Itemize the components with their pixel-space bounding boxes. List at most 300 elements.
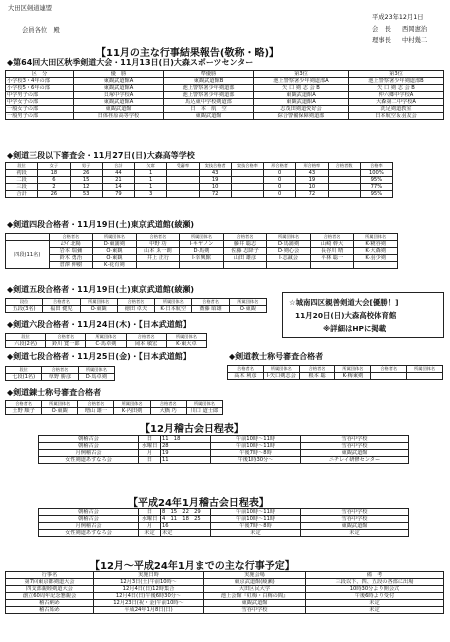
header-row bbox=[6, 572, 444, 579]
header-row bbox=[6, 299, 267, 306]
column-header: 実技合格率 bbox=[231, 163, 263, 170]
table-cell: 平林 聡一 bbox=[310, 255, 354, 262]
column-header: 所属団体名 bbox=[80, 299, 117, 306]
table-cell: 東観武道館 bbox=[301, 523, 409, 530]
autumn-tournament-table bbox=[5, 70, 444, 120]
table-cell: 雪谷中学校 bbox=[301, 436, 409, 443]
grade-label: 四段(11名) bbox=[6, 241, 50, 269]
table-cell: 11 18 bbox=[161, 436, 211, 443]
section-6dan-title: ◆剣道六段合格者・11月24日(木)・【日本武道館】 bbox=[7, 320, 191, 329]
table-cell: O·東観 bbox=[42, 408, 78, 415]
table-cell bbox=[167, 177, 199, 184]
table-cell: 朝稽古会 bbox=[39, 436, 139, 443]
table-cell: 小学校5・6年の部 bbox=[6, 85, 74, 92]
table-row bbox=[6, 99, 444, 106]
table-cell: 合計 bbox=[6, 191, 38, 198]
column-header: 形合格率 bbox=[296, 163, 328, 170]
addressee: 会員各位 殿 bbox=[22, 27, 60, 34]
table-cell: 19 bbox=[161, 450, 211, 457]
column-header: 所属団体名 bbox=[93, 234, 137, 241]
events-schedule-title: 【12月～平成24年1月までの主な行事予定】 bbox=[90, 561, 295, 572]
table-cell: 水曜日 bbox=[139, 516, 161, 523]
table-cell: ニチレイ研修センター bbox=[301, 457, 409, 464]
table-row bbox=[39, 443, 409, 450]
table-cell: 三段 bbox=[6, 184, 38, 191]
column-header: 所属団体名 bbox=[263, 366, 299, 373]
column-header: 合格者名 bbox=[43, 299, 80, 306]
table-cell bbox=[328, 191, 360, 198]
column-header: 実施会場 bbox=[204, 572, 306, 579]
table-cell: 14 bbox=[102, 184, 134, 191]
column-header: 受審率 bbox=[167, 163, 199, 170]
table-row bbox=[6, 586, 444, 593]
column-header: 合格者名 bbox=[299, 366, 335, 373]
table-cell: 26 bbox=[38, 191, 70, 198]
table-cell: 大森第二中学校A bbox=[349, 99, 444, 106]
table-cell: 79 bbox=[102, 191, 134, 198]
table-row bbox=[6, 78, 444, 85]
table-cell: 仲六郷中学校A bbox=[349, 92, 444, 99]
table-cell: C·馬卓剣 bbox=[86, 341, 126, 348]
table-cell: 池上会館『紅梅・白梅の間』 bbox=[204, 593, 306, 600]
table-row bbox=[39, 457, 409, 464]
table-cell: 100% bbox=[360, 170, 392, 177]
table-cell bbox=[180, 262, 224, 269]
signer-director-name: 中村幾二 bbox=[402, 37, 428, 44]
table-row bbox=[6, 341, 207, 348]
table-cell: 創立60周年記念懇親会 bbox=[6, 593, 94, 600]
column-header: 合計 bbox=[102, 163, 134, 170]
table-cell: 大田区民大学 bbox=[204, 586, 306, 593]
table-cell: 8 15 22 29 bbox=[161, 509, 211, 516]
table-cell: 28 bbox=[161, 443, 211, 450]
header-row bbox=[228, 366, 443, 373]
table-cell: 95% bbox=[360, 191, 392, 198]
table-cell bbox=[310, 262, 354, 269]
table-cell: 午後7時～8時 bbox=[211, 523, 301, 530]
table-cell: O·東観 bbox=[80, 306, 117, 313]
table-cell: 日 本 航 空 bbox=[164, 106, 254, 113]
table-cell: 一般女子の部 bbox=[6, 106, 74, 113]
table-cell: 朝稽古会 bbox=[39, 509, 139, 516]
table-row bbox=[39, 436, 409, 443]
table-cell: 雪谷中学校 bbox=[301, 443, 409, 450]
december-schedule-title: 【12月稽古会日程表】 bbox=[140, 424, 244, 435]
grade3-exam-table bbox=[5, 162, 393, 198]
org-name: 大田区剣道連盟 bbox=[8, 5, 53, 12]
column-header: 合格者名 bbox=[78, 401, 114, 408]
table-cell: 岩本 瑞彌 bbox=[49, 248, 93, 255]
table-row bbox=[6, 106, 444, 113]
table-cell: 東観武道館A bbox=[74, 99, 164, 106]
table-cell: 福田 健児 bbox=[43, 306, 80, 313]
table-cell: K·花有剣 bbox=[93, 262, 137, 269]
table-cell: 月 bbox=[139, 523, 161, 530]
table-row bbox=[6, 241, 398, 248]
table-cell bbox=[231, 177, 263, 184]
column-header: 所属団体名 bbox=[186, 401, 222, 408]
column-header: 所属団体名 bbox=[229, 299, 266, 306]
table-cell: 日本航空＆羽友会 bbox=[349, 113, 444, 120]
table-cell: 午前10時～11時 bbox=[211, 436, 301, 443]
table-cell: 一般男子の部 bbox=[6, 113, 74, 120]
table-cell: 草野 勝彦 bbox=[42, 374, 78, 381]
table-cell: 2 bbox=[38, 184, 70, 191]
table-row bbox=[6, 408, 223, 415]
table-cell: 43 bbox=[296, 170, 328, 177]
table-cell: 朝稽古会 bbox=[39, 516, 139, 523]
table-cell: 四支部親睦剣道大会 bbox=[6, 586, 94, 593]
table-cell: 0 bbox=[264, 170, 296, 177]
table-cell: 日 bbox=[139, 509, 161, 516]
column-header: 合格者名 bbox=[310, 234, 354, 241]
table-cell: 女性剣道あすなろ会 bbox=[39, 457, 139, 464]
table-cell bbox=[231, 184, 263, 191]
column-header: 男子 bbox=[70, 163, 102, 170]
table-cell: 鈴川 寛一郎 bbox=[46, 341, 86, 348]
table-cell: 未定 bbox=[301, 530, 409, 537]
kyoshi-table bbox=[227, 365, 443, 380]
table-cell: 小学校3・4年の部 bbox=[6, 78, 74, 85]
table-cell: 月例稽古会 bbox=[39, 450, 139, 457]
table-cell: 池上警察署少年剣道部 bbox=[164, 85, 254, 92]
table-row bbox=[39, 523, 409, 530]
joint-tournament-notice bbox=[282, 292, 444, 338]
table-row bbox=[6, 262, 398, 269]
6dan-table bbox=[5, 333, 207, 348]
table-cell: K·羽少剣 bbox=[354, 255, 398, 262]
table-cell: 東観武道館A bbox=[74, 85, 164, 92]
table-cell: 山本 ゑ一朗 bbox=[136, 248, 180, 255]
table-cell: 綜合警備保障剣道部 bbox=[254, 113, 349, 120]
table-cell: K·糀谷剣 bbox=[354, 241, 398, 248]
table-cell: 稽古納め bbox=[6, 600, 94, 607]
header-row bbox=[6, 334, 207, 341]
column-header: 女子 bbox=[38, 163, 70, 170]
table-cell: 未定 bbox=[306, 600, 444, 607]
table-cell bbox=[371, 373, 407, 380]
table-cell: 土野 順子 bbox=[6, 408, 42, 415]
column-header: 合格者名 bbox=[42, 367, 78, 374]
table-cell: 東観武道館A bbox=[74, 78, 164, 85]
section-autumn-tournament-title: ◆第64回大田区秋季剣道大会・11月13日(日)大森スポーツセンター bbox=[7, 58, 254, 67]
table-cell: 53 bbox=[70, 191, 102, 198]
table-cell: 井上 正行 bbox=[136, 255, 180, 262]
table-cell: 東観武道館A bbox=[254, 99, 349, 106]
column-header: 合格者名 bbox=[223, 234, 267, 241]
column-header: 所属団体名 bbox=[407, 366, 443, 373]
header-row bbox=[6, 401, 223, 408]
table-row bbox=[6, 306, 267, 313]
table-cell: 10 bbox=[296, 184, 328, 191]
table-cell: 雪谷中学校 bbox=[301, 516, 409, 523]
table-cell: 午前10時～11時 bbox=[211, 443, 301, 450]
column-header: 合格率 bbox=[360, 163, 392, 170]
table-cell: 月 bbox=[139, 450, 161, 457]
5dan-table bbox=[5, 298, 267, 313]
table-row bbox=[228, 373, 443, 380]
table-cell: 矢 口 剣 志 会 B bbox=[349, 85, 444, 92]
table-cell: D·東蒲剣 bbox=[93, 241, 137, 248]
table-cell: 11 bbox=[161, 457, 211, 464]
7dan-table bbox=[5, 366, 115, 381]
table-cell: 18 bbox=[38, 170, 70, 177]
section-5dan-title: ◆剣道五段合格者・11月19日(土)東京武道館(綾瀬) bbox=[7, 285, 195, 294]
table-cell: 東観武道館 bbox=[164, 113, 254, 120]
table-row bbox=[39, 516, 409, 523]
column-header: 所属団体名 bbox=[267, 234, 311, 241]
table-cell: 72 bbox=[199, 191, 231, 198]
table-cell: 五段(3名) bbox=[6, 306, 43, 313]
column-header: 準優勝 bbox=[164, 71, 254, 78]
table-cell: 志茂田剣道愛好会 bbox=[254, 106, 349, 113]
4dan-table bbox=[5, 233, 398, 269]
column-header: 実施日時 bbox=[94, 572, 204, 579]
section-renshi-title: ◆剣道錬士称号審査合格者 bbox=[7, 388, 102, 397]
table-cell: 川口 道士郎 bbox=[186, 408, 222, 415]
table-cell: D·馬蒲剣 bbox=[267, 241, 311, 248]
table-cell: 水曜日 bbox=[139, 443, 161, 450]
column-header: 形合格者 bbox=[264, 163, 296, 170]
table-cell: 高木 利彦 bbox=[228, 373, 264, 380]
table-cell: O·東観 bbox=[93, 255, 137, 262]
table-cell: 0 bbox=[264, 191, 296, 198]
table-row bbox=[6, 170, 393, 177]
table-cell bbox=[328, 170, 360, 177]
column-header: 合格者名 bbox=[192, 299, 229, 306]
table-cell: 馬込東中学校剣道部 bbox=[164, 99, 254, 106]
issue-date: 平成23年12月1日 bbox=[372, 14, 424, 21]
table-cell: 95% bbox=[360, 177, 392, 184]
table-row bbox=[6, 113, 444, 120]
table-row bbox=[6, 177, 393, 184]
header-row bbox=[6, 367, 115, 374]
table-cell bbox=[407, 373, 443, 380]
table-cell: 19 bbox=[296, 177, 328, 184]
table-cell: 日体荏原高等学校 bbox=[74, 113, 164, 120]
table-cell: 初段 bbox=[6, 170, 38, 177]
table-cell: K·日本航空 bbox=[155, 306, 192, 313]
table-cell: 6 bbox=[38, 177, 70, 184]
table-cell: 44 bbox=[102, 170, 134, 177]
section-7dan-title: ◆剣道七段合格者・11月25日(金)・【日本武道館】 bbox=[7, 352, 191, 361]
column-header: 所属団体名 bbox=[354, 234, 398, 241]
column-header: 合格者名 bbox=[6, 401, 42, 408]
table-cell: 洗足剣道教室 bbox=[349, 106, 444, 113]
column-header: 第3位 bbox=[349, 71, 444, 78]
section-grade3-exam-title: ◆剣道三段以下審査会・11月27日(日)大森高等学校 bbox=[7, 151, 195, 160]
table-cell: 長谷川 晴 bbox=[310, 248, 354, 255]
table-cell: 藤井 聡志 bbox=[223, 241, 267, 248]
column-header: 区 分 bbox=[6, 71, 74, 78]
table-cell: 東観武道館 bbox=[301, 450, 409, 457]
table-cell: 15 bbox=[70, 177, 102, 184]
table-cell: 山田 雄彦 bbox=[223, 255, 267, 262]
column-header: 所属団体名 bbox=[155, 299, 192, 306]
table-cell: 七段(1名) bbox=[6, 374, 42, 381]
january-schedule-table bbox=[38, 508, 409, 537]
table-row bbox=[6, 92, 444, 99]
table-cell: 午前10時～11時 bbox=[211, 509, 301, 516]
table-cell: 池上警察署少年剣道部 bbox=[164, 92, 254, 99]
column-header: 所属団体名 bbox=[42, 401, 78, 408]
notice-line-2: 11月20日(日)大森高校体育館 bbox=[295, 311, 397, 320]
table-cell: 中学女子の部 bbox=[6, 99, 74, 106]
table-cell: 大橋 巧 bbox=[150, 408, 186, 415]
table-cell: 雪谷中学校 bbox=[301, 509, 409, 516]
table-cell: 午後6時より受付 bbox=[306, 593, 444, 600]
table-cell: D·馬卓剣 bbox=[78, 374, 114, 381]
table-row bbox=[6, 579, 444, 586]
table-cell: 増山 雄一 bbox=[78, 408, 114, 415]
table-cell: 池上警察署少年剣道部B bbox=[349, 78, 444, 85]
table-cell: 鈴木 勇治 bbox=[49, 255, 93, 262]
table-cell: 未定 bbox=[306, 607, 444, 614]
table-cell: 12 bbox=[70, 184, 102, 191]
table-cell: 佐藤 志降子 bbox=[223, 248, 267, 255]
table-cell: 77% bbox=[360, 184, 392, 191]
table-cell bbox=[167, 191, 199, 198]
table-cell: 二段 bbox=[6, 177, 38, 184]
signer-director-title: 理事長 bbox=[372, 37, 391, 44]
blank-cell bbox=[6, 234, 50, 241]
table-cell: D·馬剣 bbox=[180, 248, 224, 255]
table-cell: 齋藤 昭雄 bbox=[192, 306, 229, 313]
column-header: 合格者名 bbox=[126, 334, 166, 341]
notice-line-3: ※詳細はHPに掲載 bbox=[323, 324, 387, 333]
column-header: 所属団体名 bbox=[180, 234, 224, 241]
table-row bbox=[6, 255, 398, 262]
table-cell: I·キヤノン bbox=[180, 241, 224, 248]
table-cell: ﾑﾗｲ 北陽 bbox=[49, 241, 93, 248]
table-row bbox=[6, 607, 444, 614]
table-cell: 72 bbox=[296, 191, 328, 198]
table-row bbox=[6, 600, 444, 607]
column-header: 段位 bbox=[6, 299, 43, 306]
table-cell: 午前10時～11時 bbox=[211, 516, 301, 523]
table-cell bbox=[136, 262, 180, 269]
table-cell: 43 bbox=[199, 170, 231, 177]
table-row bbox=[39, 530, 409, 537]
column-header: 段位 bbox=[6, 163, 38, 170]
table-cell: 日 bbox=[139, 457, 161, 464]
table-cell: 月例稽古会 bbox=[39, 523, 139, 530]
table-cell: 東観武道館A bbox=[254, 92, 349, 99]
table-cell: 稽古始め bbox=[6, 607, 94, 614]
table-cell bbox=[267, 262, 311, 269]
table-cell: O·東観 bbox=[229, 306, 266, 313]
table-cell: 三段以下、四、五段の各部に出場 bbox=[306, 579, 444, 586]
december-schedule-table bbox=[38, 435, 409, 464]
column-header: 段位 bbox=[6, 367, 42, 374]
column-header: 所属団体名 bbox=[166, 334, 206, 341]
table-cell: 根本 聡 bbox=[299, 373, 335, 380]
column-header: 合格者名 bbox=[49, 234, 93, 241]
table-cell: 12月3日(土)午前10時～ bbox=[94, 579, 204, 586]
table-cell bbox=[167, 170, 199, 177]
table-cell: 岡本 敏宏 bbox=[126, 341, 166, 348]
table-row bbox=[6, 248, 398, 255]
table-cell: 第7回東京都剣道大会 bbox=[6, 579, 94, 586]
column-header: 備 考 bbox=[306, 572, 444, 579]
signer-president-title: 会 長 bbox=[372, 26, 391, 33]
table-cell: 10時30分より開会式 bbox=[306, 586, 444, 593]
table-cell: 山崎 幹大 bbox=[310, 241, 354, 248]
table-cell: 1 bbox=[135, 177, 167, 184]
table-cell: 12月4日(日)12時集合 bbox=[94, 586, 204, 593]
table-cell: 雪谷中学校 bbox=[204, 607, 306, 614]
table-row bbox=[6, 374, 115, 381]
table-cell: 0 bbox=[264, 184, 296, 191]
table-row bbox=[39, 450, 409, 457]
table-row bbox=[6, 593, 444, 600]
table-cell: 東観武道館B bbox=[164, 78, 254, 85]
table-cell: D·剣心会 bbox=[267, 248, 311, 255]
header-row bbox=[6, 163, 393, 170]
table-cell bbox=[231, 170, 263, 177]
column-header: 合格者名 bbox=[371, 366, 407, 373]
table-cell: 10 bbox=[199, 184, 231, 191]
table-cell: 朝稽古会 bbox=[39, 443, 139, 450]
table-row bbox=[39, 509, 409, 516]
table-cell: 26 bbox=[70, 170, 102, 177]
table-cell: 中学男子の部 bbox=[6, 92, 74, 99]
column-header: 行事名 bbox=[6, 572, 94, 579]
table-cell: K·東大卓 bbox=[166, 341, 206, 348]
notice-line-1: ☆城南四区親善剣道大会[優勝！] bbox=[289, 298, 399, 307]
column-header: 合格者数 bbox=[328, 163, 360, 170]
signer-president-name: 西岡憲治 bbox=[402, 26, 428, 33]
table-cell: 16 bbox=[161, 523, 211, 530]
table-cell: 徳田 卓夫 bbox=[117, 306, 154, 313]
header-row bbox=[6, 234, 398, 241]
table-cell: 東観武道館 bbox=[204, 600, 306, 607]
table-cell bbox=[328, 184, 360, 191]
table-cell: K·梅東剣 bbox=[335, 373, 371, 380]
table-cell: K·大森剣 bbox=[354, 248, 398, 255]
table-cell: 矢 口 剣 志 会 B bbox=[254, 85, 349, 92]
table-cell: 1 bbox=[135, 184, 167, 191]
table-cell: I·幸興館 bbox=[180, 255, 224, 262]
table-cell bbox=[231, 191, 263, 198]
table-row bbox=[6, 85, 444, 92]
table-cell: 未定 bbox=[211, 530, 301, 537]
table-cell: I·志誠会 bbox=[267, 255, 311, 262]
column-header: 実技合格者 bbox=[199, 163, 231, 170]
column-header: 合格者名 bbox=[117, 299, 154, 306]
table-cell: 女性剣道あすなろ会 bbox=[39, 530, 139, 537]
table-cell: 未定 bbox=[161, 530, 211, 537]
table-cell: 21 bbox=[102, 177, 134, 184]
table-cell: K·内田剣 bbox=[114, 408, 150, 415]
column-header: 合格者名 bbox=[150, 401, 186, 408]
column-header: 優 勝 bbox=[74, 71, 164, 78]
table-cell: 貝塚中学校A bbox=[74, 92, 164, 99]
table-cell: 東京武道館(綾瀬) bbox=[204, 579, 306, 586]
table-cell bbox=[328, 177, 360, 184]
header-row bbox=[6, 71, 444, 78]
column-header: 所属団体名 bbox=[78, 367, 114, 374]
column-header: 所属団体名 bbox=[335, 366, 371, 373]
table-cell: 午後1時30分～ bbox=[211, 457, 301, 464]
table-cell: 19 bbox=[199, 177, 231, 184]
table-cell: 1 bbox=[135, 170, 167, 177]
column-header: 段位 bbox=[6, 334, 46, 341]
table-cell: 4 11 18 25 bbox=[161, 516, 211, 523]
section-kyoshi-title: ◆剣道教士称号審査合格者 bbox=[229, 352, 324, 361]
renshi-table bbox=[5, 400, 223, 415]
table-cell: 平成24年1月8日(日) bbox=[94, 607, 204, 614]
